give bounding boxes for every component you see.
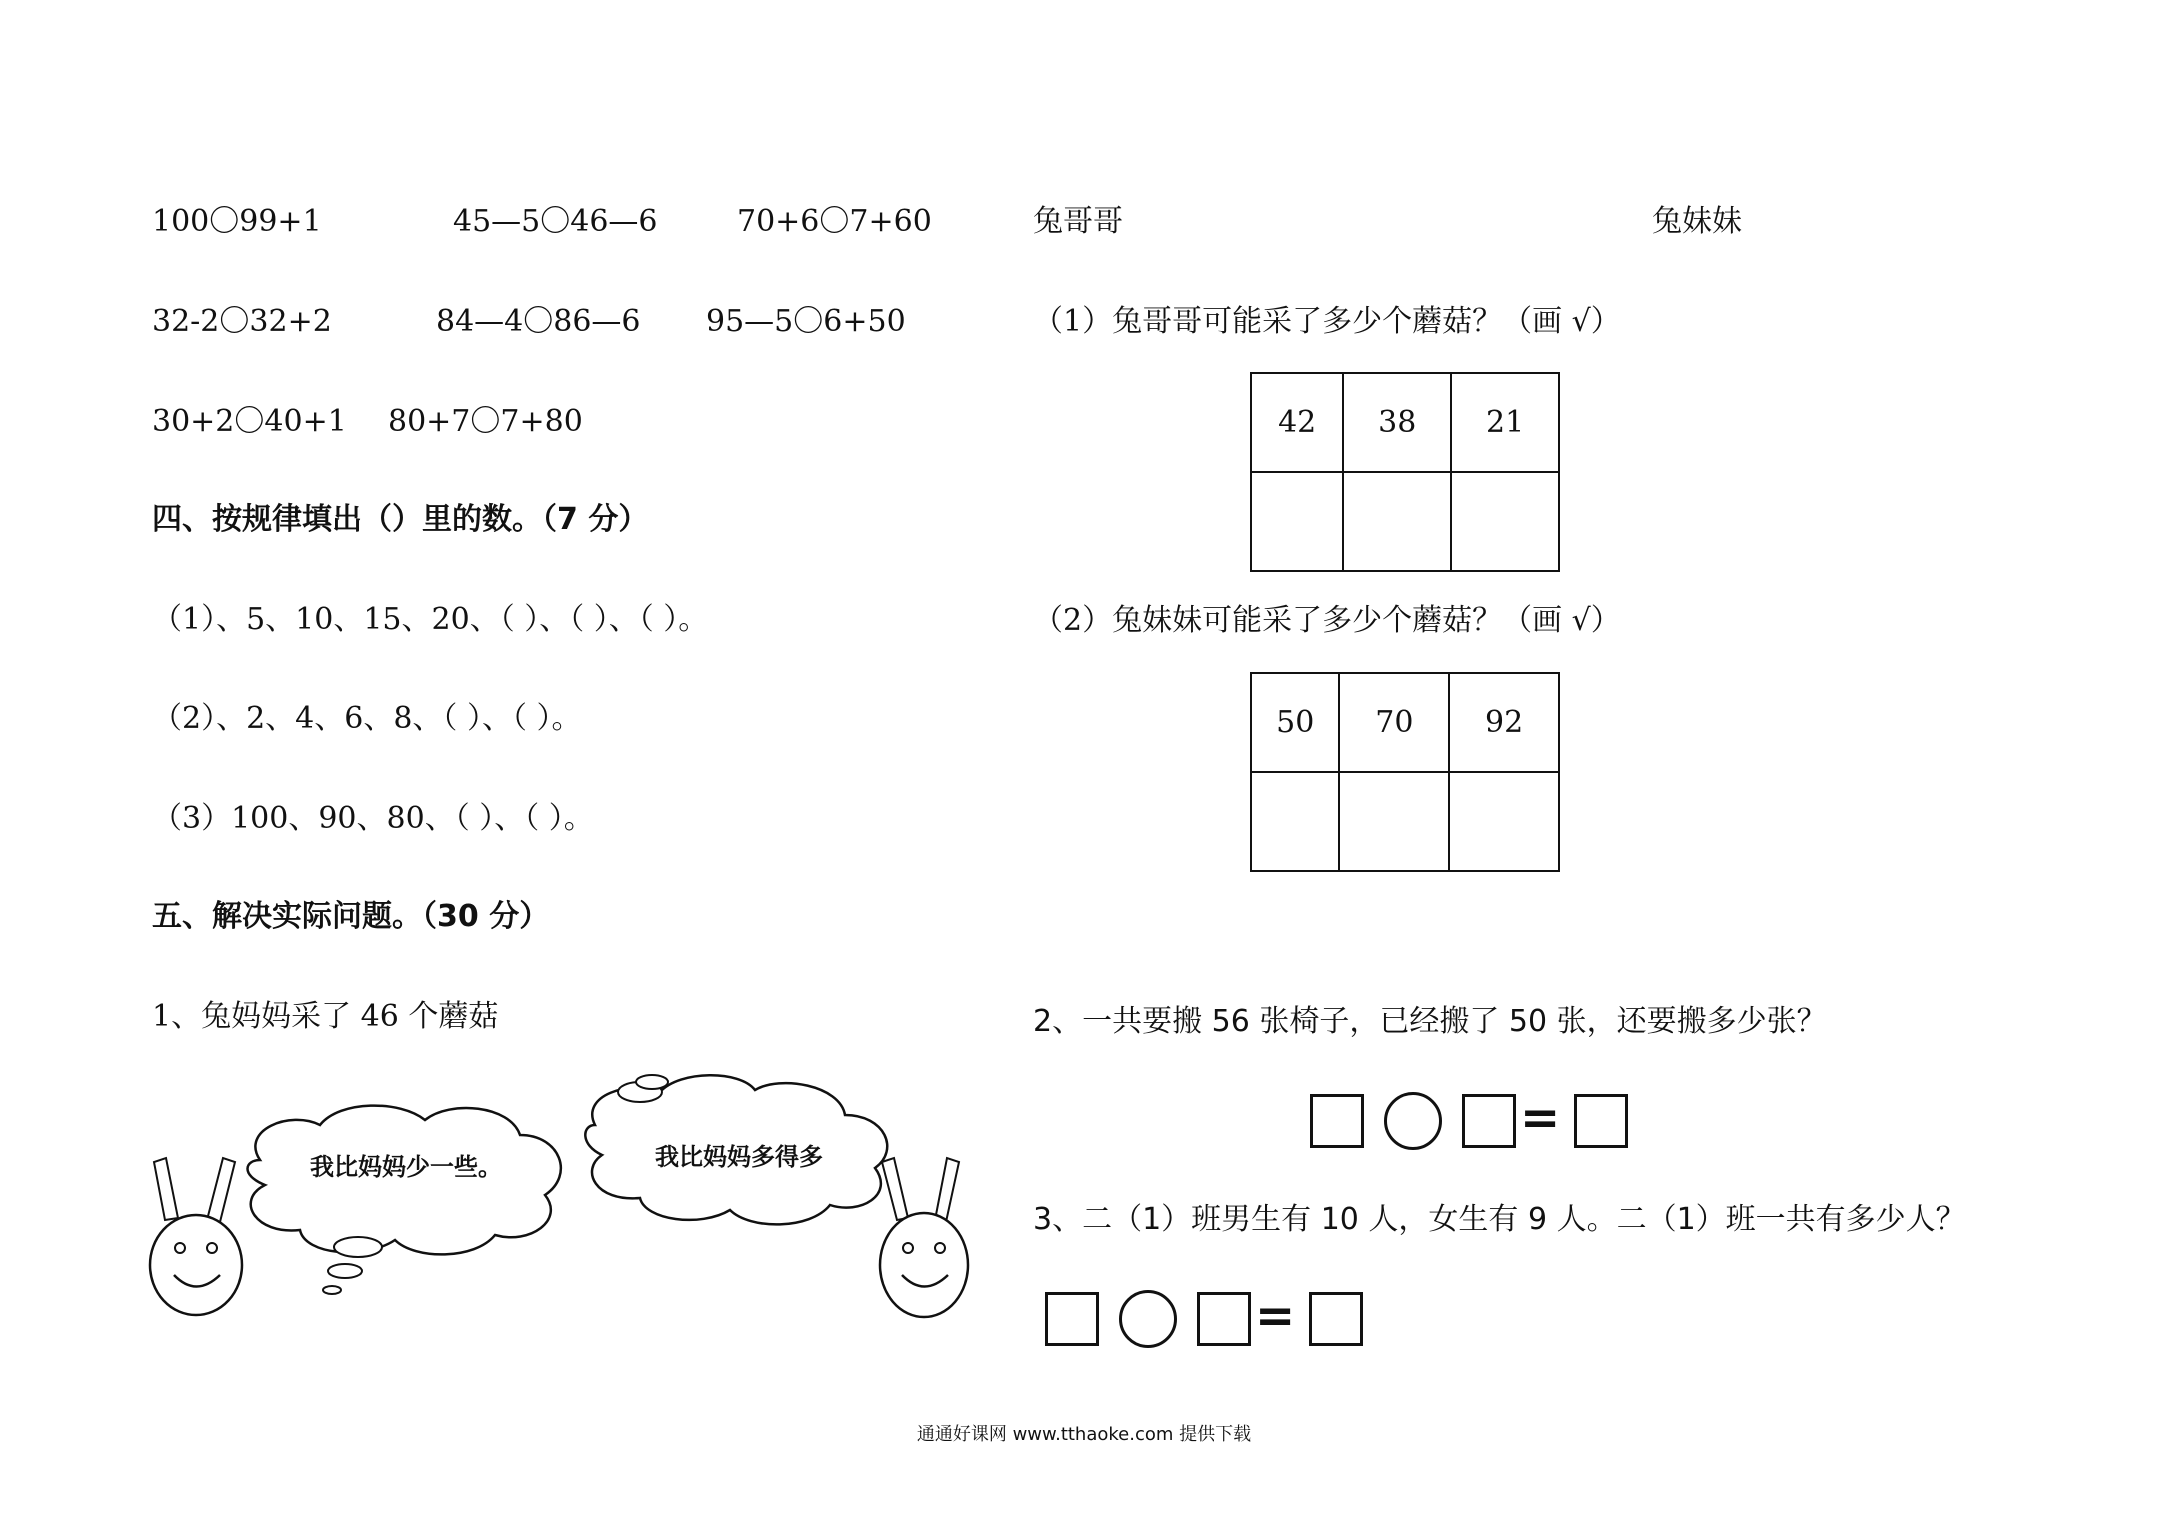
question-brother: （1）兔哥哥可能采了多少个蘑菇？（画 √） (1033, 304, 1621, 339)
label-sister: 兔妹妹 (1652, 204, 1742, 239)
compare-2-3: 95—5〇6+50 (706, 304, 906, 339)
equals-sign: = (1520, 1090, 1561, 1146)
compare-1-2: 45—5〇46—6 (453, 204, 658, 239)
options-table-brother (1250, 372, 1560, 572)
equation-2 (1310, 1090, 1630, 1150)
check-cell[interactable] (1449, 772, 1559, 871)
pattern-item-1: （1）、5、10、15、20、（ ）、（ ）、（ ）。 (152, 602, 709, 637)
answer-box[interactable] (1574, 1094, 1628, 1148)
compare-1-1: 100〇99+1 (152, 204, 322, 239)
rabbits-illustration (140, 1070, 980, 1310)
compare-2-2: 84—4〇86—6 (436, 304, 641, 339)
page-footer: 通通好课网 www.tthaoke.com 提供下载 (916, 1424, 1252, 1445)
option-cell: 38 (1343, 373, 1451, 472)
options-table-sister (1250, 672, 1560, 872)
option-cell: 50 (1251, 673, 1339, 772)
compare-2-1: 32-2〇32+2 (152, 304, 332, 339)
check-cell[interactable] (1251, 772, 1339, 871)
bubble-right-text: 我比妈妈多得多 (655, 1143, 823, 1171)
check-cell[interactable] (1339, 772, 1449, 871)
rabbit-right (880, 1158, 968, 1317)
question-3: 3、二（1）班男生有 10 人，女生有 9 人。二（1）班一共有多少人？ (1033, 1202, 1966, 1237)
answer-box[interactable] (1462, 1094, 1516, 1148)
label-brother: 兔哥哥 (1033, 204, 1123, 239)
section5-title: 五、解决实际问题。（30 分） (152, 899, 550, 934)
pattern-item-3: （3）100、90、80、（ ）、（ ）。 (152, 801, 594, 836)
bubble-trail-dot (636, 1075, 668, 1089)
option-cell: 21 (1451, 373, 1559, 472)
option-cell: 42 (1251, 373, 1343, 472)
equation-3 (1045, 1288, 1365, 1348)
answer-box[interactable] (1045, 1292, 1099, 1346)
section4-title: 四、按规律填出（）里的数。（7 分） (152, 502, 649, 537)
check-cell[interactable] (1251, 472, 1343, 571)
question-2: 2、一共要搬 56 张椅子，已经搬了 50 张，还要搬多少张？ (1033, 1004, 1827, 1039)
compare-3-2: 80+7〇7+80 (388, 404, 583, 439)
answer-box[interactable] (1309, 1292, 1363, 1346)
compare-3-1: 30+2〇40+1 (152, 404, 347, 439)
rabbit-left (150, 1158, 242, 1315)
pattern-item-2: （2）、2、4、6、8、（ ）、（ ）。 (152, 701, 582, 736)
answer-box[interactable] (1197, 1292, 1251, 1346)
check-cell[interactable] (1451, 472, 1559, 571)
option-cell: 92 (1449, 673, 1559, 772)
check-cell[interactable] (1343, 472, 1451, 571)
bubble-trail-dot (328, 1264, 362, 1278)
option-cell: 70 (1339, 673, 1449, 772)
operator-circle[interactable] (1119, 1290, 1177, 1348)
bubble-trail-dot (323, 1286, 341, 1294)
bubble-left-text: 我比妈妈少一些。 (310, 1153, 502, 1181)
compare-1-3: 70+6〇7+60 (737, 204, 932, 239)
answer-box[interactable] (1310, 1094, 1364, 1148)
bubble-trail-dot (334, 1237, 382, 1257)
operator-circle[interactable] (1384, 1092, 1442, 1150)
equals-sign: = (1255, 1288, 1296, 1344)
question-sister: （2）兔妹妹可能采了多少个蘑菇？（画 √） (1033, 603, 1621, 638)
question-1: 1、兔妈妈采了 46 个蘑菇 (152, 999, 499, 1034)
